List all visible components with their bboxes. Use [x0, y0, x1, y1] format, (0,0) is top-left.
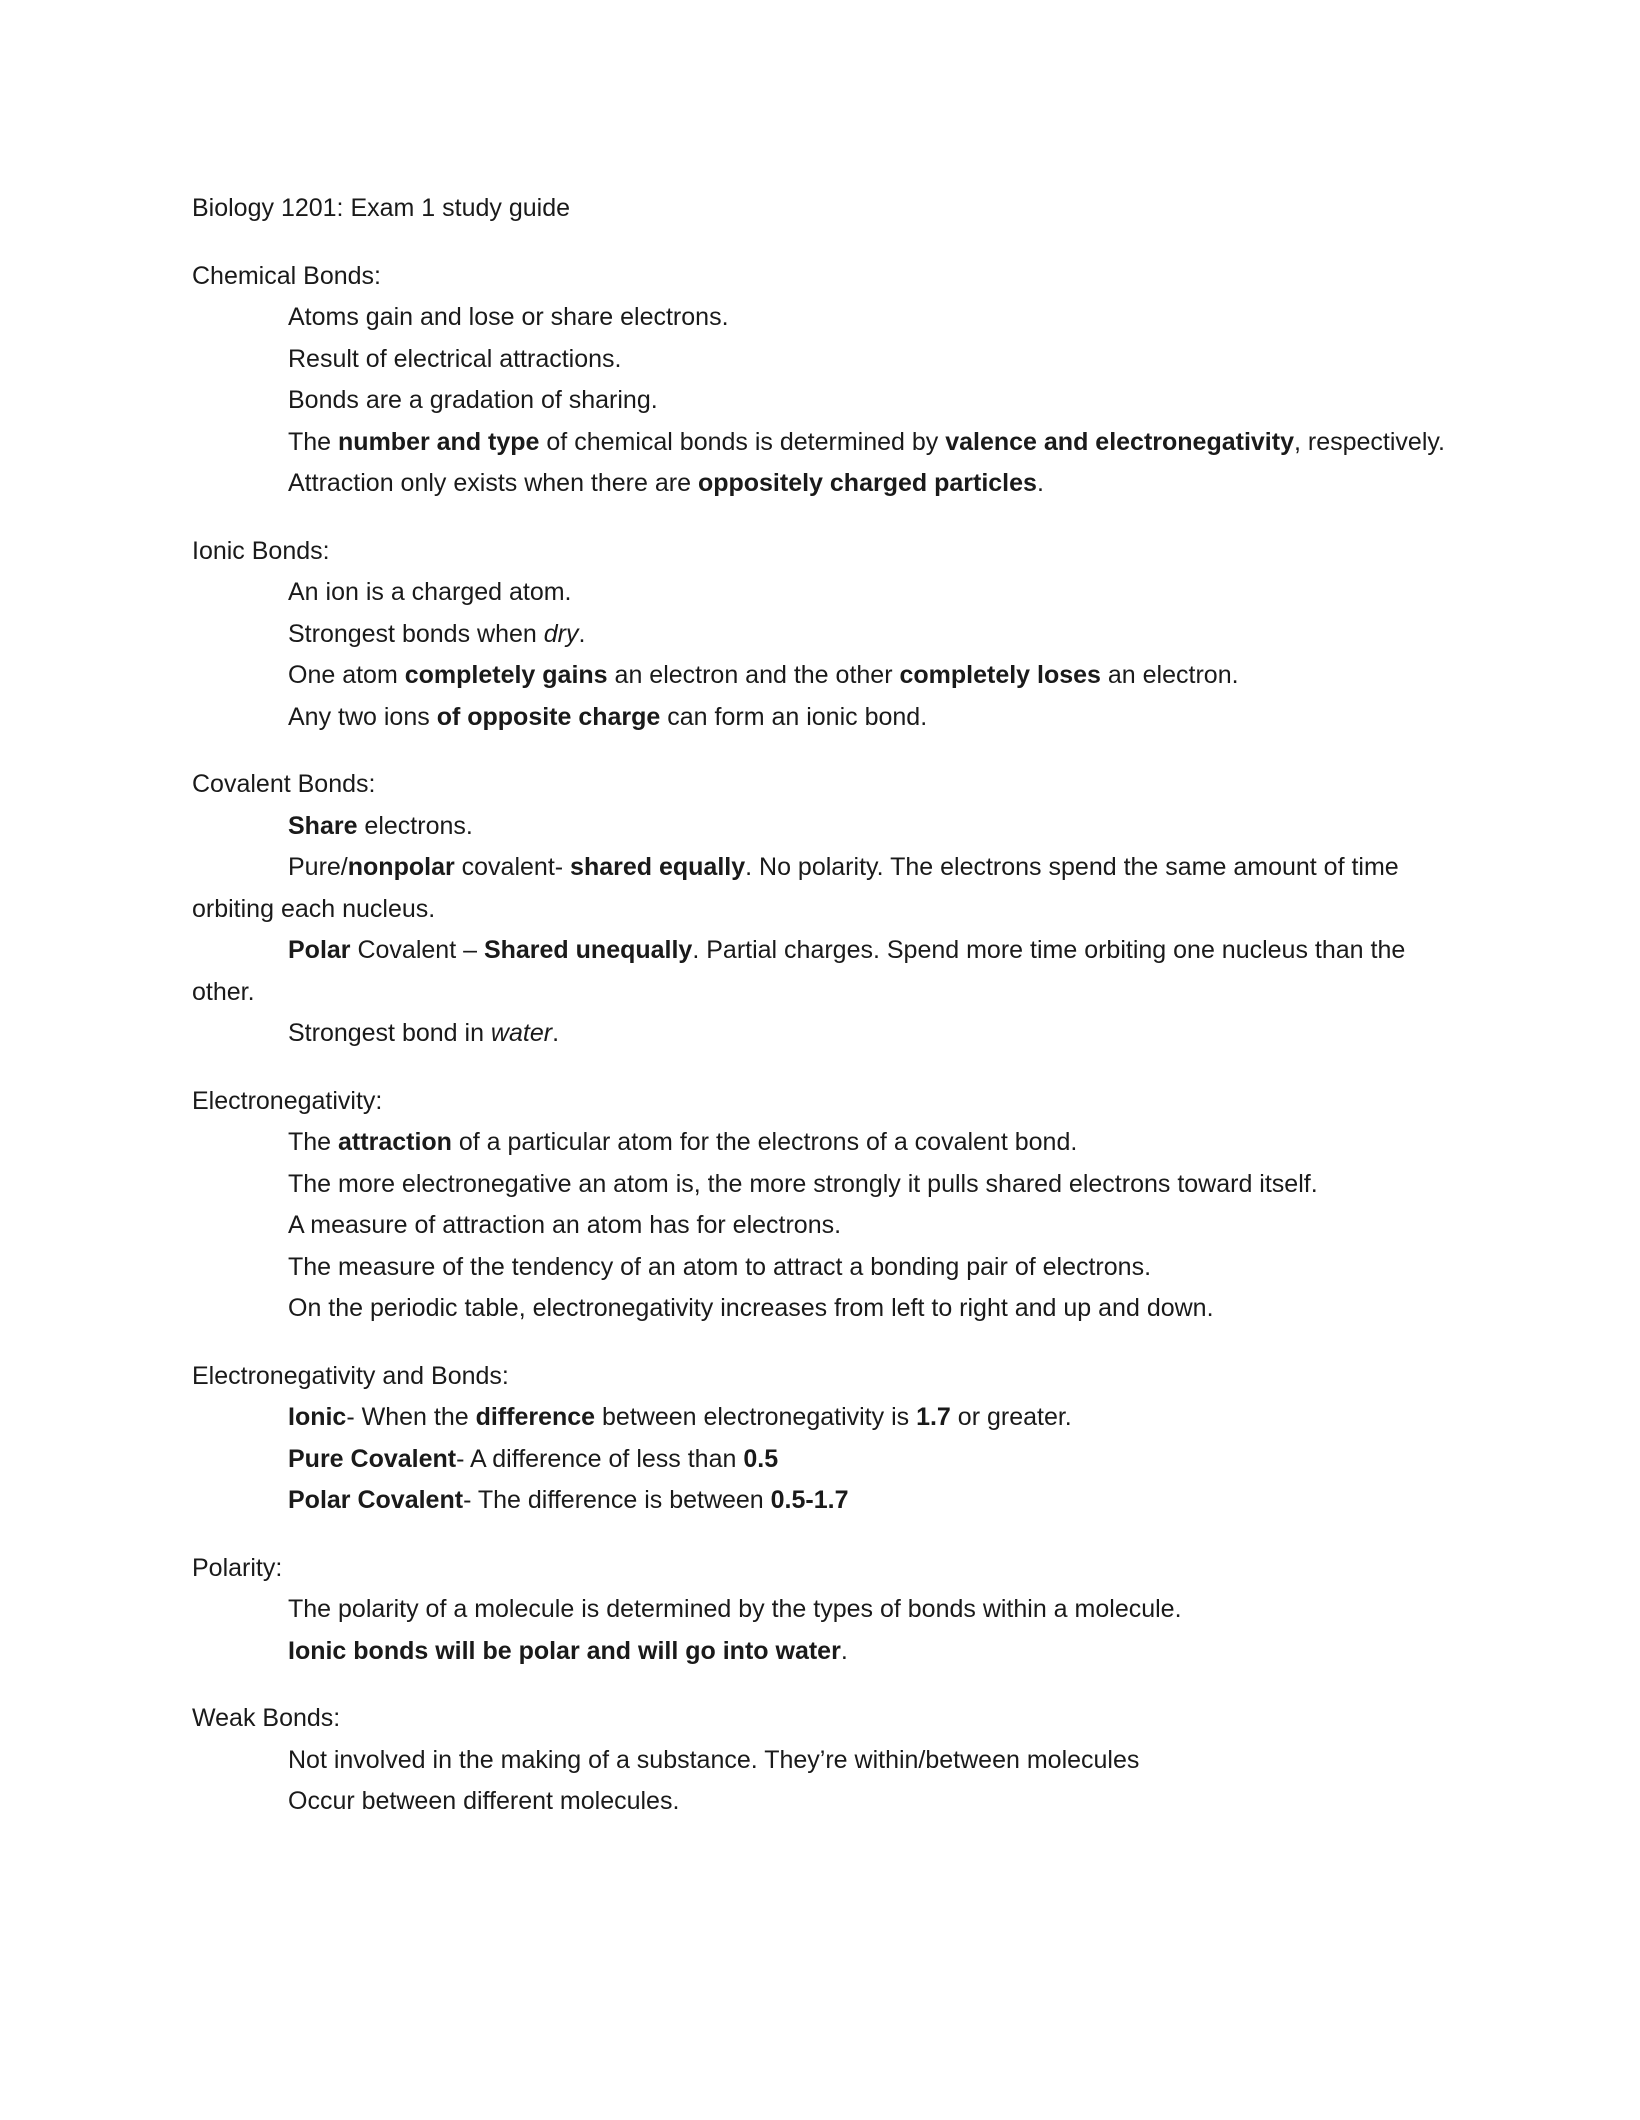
section-heading: Electronegativity: [192, 1086, 383, 1115]
sections-container [192, 256, 1452, 1823]
bold-text: number and type [338, 427, 540, 456]
bold-text: of opposite charge [436, 702, 661, 731]
text-run: between electronegativity is [595, 1403, 917, 1431]
section-heading: Electronegativity and Bonds: [192, 1361, 509, 1390]
section [192, 1356, 1452, 1522]
bullet-line [192, 422, 1452, 464]
text-run: , respectively. [1293, 427, 1445, 456]
text-run: an electron. [1100, 661, 1239, 689]
bold-text: difference [475, 1403, 596, 1431]
bold-text: Ionic [288, 1403, 347, 1431]
text-run: The more electronegative an atom is, the more strongly it pulls shared electrons toward itself. [288, 1169, 1318, 1198]
bullet-line [192, 1589, 1452, 1631]
text-run: Atoms gain and lose or share electrons. [288, 303, 729, 331]
bold-text: 0.5 [743, 1444, 779, 1473]
text-run: Strongest bond in [288, 1019, 491, 1047]
section-heading: Chemical Bonds: [192, 261, 381, 290]
text-run: A measure of attraction an atom has for electrons. [288, 1211, 842, 1239]
bold-text: Share [288, 811, 358, 840]
text-run: of a particular atom for the electrons of a covalent bond. [451, 1128, 1078, 1156]
bullet-line [192, 297, 1452, 339]
bold-text: Pure Covalent [288, 1444, 457, 1473]
section [192, 1548, 1452, 1673]
text-run: electrons. [357, 811, 473, 840]
text-run: of chemical bonds is determined by [539, 427, 946, 456]
document-title: Biology 1201: Exam 1 study guide [192, 194, 571, 222]
bold-text: 0.5-1.7 [770, 1486, 849, 1514]
bold-text: nonpolar [347, 853, 455, 881]
bullet-line [192, 930, 1452, 1013]
italic-text: water [490, 1019, 553, 1047]
bold-text: valence and electronegativity [945, 427, 1294, 456]
text-run: - When the [346, 1403, 476, 1431]
bullet-line [192, 339, 1452, 381]
bullet-line [192, 847, 1452, 930]
section-heading: Ionic Bonds: [192, 536, 330, 565]
bullet-line [192, 614, 1452, 656]
bold-text: Polar [288, 936, 351, 964]
text-run: Attraction only exists when there are [288, 469, 698, 497]
bold-text: oppositely charged particles [697, 469, 1037, 497]
bold-text: Ionic bonds will be polar and will go into water [288, 1636, 841, 1665]
text-run: Result of electrical attractions. [288, 344, 622, 373]
bullet-line [192, 1205, 1452, 1247]
bold-text: Shared unequally [483, 936, 693, 964]
text-run: . No polarity. The electrons spend the same amount of time orbiting each nucleus. [192, 853, 1399, 923]
text-run: . [1036, 469, 1044, 497]
section [192, 764, 1452, 1055]
bullet-line [192, 655, 1452, 697]
text-run: can form an ionic bond. [660, 702, 928, 731]
bold-text: completely gains [404, 661, 608, 689]
text-run: Not involved in the making of a substance. They’re within/between molecules [288, 1745, 1140, 1774]
bullet-line [192, 1164, 1452, 1206]
bullet-line [192, 1781, 1452, 1823]
bullet-line [192, 697, 1452, 739]
bullet-line [192, 1480, 1452, 1522]
bullet-line [192, 806, 1452, 848]
text-run: . Partial charges. Spend more time orbiting one nucleus than the other. [192, 936, 1406, 1006]
text-run: An ion is a charged atom. [288, 578, 572, 606]
bullet-line [192, 1439, 1452, 1481]
bullet-line [192, 463, 1452, 505]
text-run: Pure/ [288, 853, 348, 881]
italic-text: dry [543, 619, 579, 648]
text-run: On the periodic table, electronegativity increases from left to right and up and down. [288, 1294, 1214, 1322]
text-run: Covalent – [350, 936, 484, 964]
text-run: - A difference of less than [456, 1444, 744, 1473]
text-run: Occur between different molecules. [288, 1787, 680, 1815]
bullet-line [192, 1247, 1452, 1289]
bullet-line [192, 1631, 1452, 1673]
bold-text: shared equally [570, 853, 746, 881]
bullet-line [192, 380, 1452, 422]
section-heading: Polarity: [192, 1553, 283, 1582]
text-run: . [552, 1019, 560, 1047]
text-run: . [578, 619, 586, 648]
text-run: an electron and the other [607, 661, 900, 689]
text-run: Any two ions [288, 702, 437, 731]
text-run: The [288, 1128, 339, 1156]
bullet-line [192, 1122, 1452, 1164]
bold-text: 1.7 [916, 1403, 951, 1431]
bullet-line [192, 572, 1452, 614]
bold-text: Polar Covalent [288, 1486, 464, 1514]
document-body [192, 188, 1452, 1849]
section [192, 531, 1452, 739]
text-run: or greater. [950, 1403, 1072, 1431]
section [192, 1081, 1452, 1330]
text-run: covalent- [454, 853, 571, 881]
section [192, 1698, 1452, 1823]
text-run: The polarity of a molecule is determined by the types of bonds within a molecule. [288, 1595, 1182, 1623]
section [192, 256, 1452, 505]
bullet-line [192, 1397, 1452, 1439]
text-run: The measure of the tendency of an atom to attract a bonding pair of electrons. [288, 1252, 1152, 1281]
text-run: Bonds are a gradation of sharing. [288, 386, 658, 414]
bold-text: attraction [338, 1128, 452, 1156]
text-run: The [288, 427, 339, 456]
bold-text: completely loses [899, 661, 1101, 689]
text-run: . [840, 1636, 848, 1665]
bullet-line [192, 1740, 1452, 1782]
text-run: - The difference is between [463, 1486, 771, 1514]
bullet-line [192, 1013, 1452, 1055]
section-heading: Weak Bonds: [192, 1704, 341, 1732]
bullet-line [192, 1288, 1452, 1330]
section-heading: Covalent Bonds: [192, 770, 376, 798]
text-run: Strongest bonds when [288, 619, 544, 648]
text-run: One atom [288, 661, 405, 689]
